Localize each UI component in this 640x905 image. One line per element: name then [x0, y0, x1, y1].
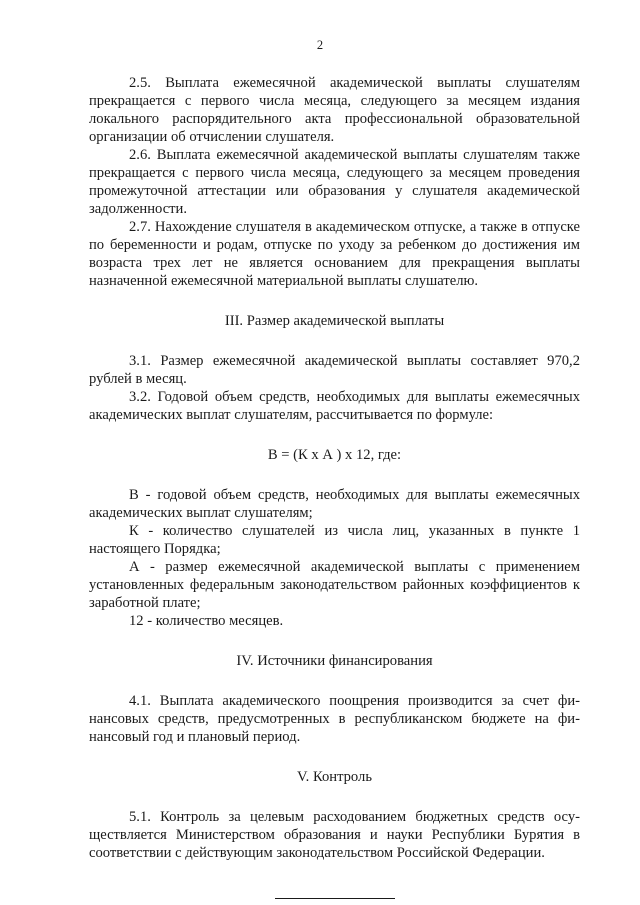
paragraph-3-2: 3.2. Годовой объем средств, необходимых для выплаты ежемесячных академических выплат слушателям, рассчитывается по формуле:: [89, 389, 580, 423]
paragraph-2-6: 2.6. Выплата ежемесячной академической выплаты слушателям также прекращается с первого числа месяца, следующего за месяцем проведения промежуточной аттестации или образования у слушателя академической задолженности.: [89, 147, 580, 217]
definition-b: В - годовой объем средств, необходимых для выплаты ежемесячных академических выплат слушателям;: [89, 487, 580, 521]
paragraph-5-1: 5.1. Контроль за целевым расходованием бюджетных средств осуществляется Министерством образования и науки Республики Бурятия в соответствии с действующим законодательством Российской Федерации.: [89, 809, 580, 861]
section-heading-5: V. Контроль: [297, 769, 372, 785]
paragraph-2-5: 2.5. Выплата ежемесячной академической выплаты слушателям прекращается с первого числа месяца, следующего за месяцем издания локального распорядительного акта профессиональной образовательной организации об отчислении слушателя.: [89, 75, 580, 145]
definition-a: А - размер ежемесячной академической выплаты с применением установленных федеральным законодательством районных коэффициентов к заработной плате;: [89, 559, 580, 611]
section-heading-4: IV. Источники финансирования: [236, 653, 433, 669]
definition-k: К - количество слушателей из числа лиц, указанных в пункте 1 настоящего Порядка;: [89, 523, 580, 557]
document-body: [89, 74, 580, 899]
paragraph-4-1: 4.1. Выплата академического поощрения производится за счет финансовых средств, предусмотренных в республиканском бюджете на финансовый год и плановый период.: [89, 693, 580, 745]
section-heading-3: III. Размер академической выплаты: [224, 313, 445, 329]
end-rule-divider: [275, 898, 395, 899]
paragraph-3-1: 3.1. Размер ежемесячной академической выплаты составляет 970,2 рублей в месяц.: [89, 353, 580, 387]
definition-12: 12 - количество месяцев.: [129, 613, 284, 629]
page-number: 2: [316, 38, 324, 52]
formula: В = (К х А ) х 12, где:: [267, 447, 402, 463]
paragraph-2-7: 2.7. Нахождение слушателя в академическом отпуске, а также в отпуске по беременности и родам, отпуске по уходу за ребенком до достижения им возраста трех лет не является основанием для прекращения выплаты назначенной ежемесячной материальной выплаты слушателю.: [89, 219, 580, 289]
